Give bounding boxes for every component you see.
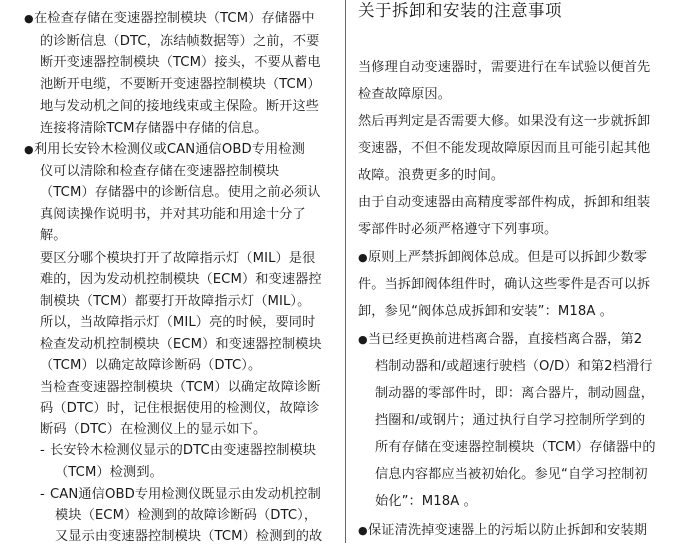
text-line: 解。 (40, 228, 67, 243)
bullet-icon: ● (358, 333, 368, 346)
text-line: 信息内容都应当被初始化。参见“自学习控制初 (375, 467, 648, 482)
text-line: 连接将清除TCM存储器中存储的信息。 (40, 121, 268, 136)
text-line: 池断开电缆，不要断开变速器控制模块（TCM） (40, 77, 321, 92)
text-line: （TCM）存储器中的诊断信息。使用之前必须认 (40, 185, 321, 200)
bullet-icon: ● (24, 12, 34, 25)
dash-marker: - (40, 443, 45, 458)
bullet-icon: ● (24, 143, 34, 156)
text-line: CAN通信OBD专用检测仪既显示由发动机控制 (50, 487, 321, 502)
text-line: 故障。浪费更多的时间。 (358, 168, 505, 183)
text-line: 长安铃木检测仪显示的DTC由变速器控制模块 (50, 443, 317, 458)
text-line: 断码（DTC）在检测仪上的显示如下。 (40, 422, 267, 437)
text-line: 档制动器和/或超速行驶档（O/D）和第2档滑行 (375, 359, 653, 374)
text-line: （TCM）检测到。 (55, 465, 163, 480)
text-line: 断开变速器控制模块（TCM）接头，不要从蓄电 (40, 55, 321, 70)
text-line: 当检查变速器控制模块（TCM）以确定故障诊断 (40, 380, 321, 395)
text-line: 卸，参见“阀体总成拆卸和安装”：M18A 。 (358, 304, 614, 319)
text-line: 挡圈和/或钢片；通过执行自学习控制所学到的 (375, 413, 646, 428)
text-line: 的诊断信息（DTC，冻结帧数据等）之前，不要 (40, 34, 320, 49)
bullet-icon: ● (358, 251, 368, 264)
text-line: 制模块（TCM）都要打开故障指示灯（MIL）。 (40, 294, 311, 309)
text-line: 真阅读操作说明书，并对其功能和用途十分了 (40, 207, 306, 222)
section-title: 关于拆卸和安装的注意事项 (358, 1, 562, 20)
text-line: 又显示由变速器控制模块（TCM）检测到的故 (55, 529, 323, 544)
text-line: 零部件时必须严格遵守下列事项。 (358, 222, 558, 237)
text-line: 保证清洗掉变速器上的污垢以防止拆卸和安装期 (368, 523, 648, 538)
text-line: 在检查存储在变速器控制模块（TCM）存储器中 (34, 11, 315, 26)
text-line: 原则上严禁拆卸阀体总成。但是可以拆卸少数零 (368, 250, 648, 265)
text-line: 变速器，不但不能发现故障原因而且可能引起其他 (358, 141, 651, 156)
text-line: 当已经更换前进档离合器，直接档离合器，第2 (368, 332, 643, 347)
text-line: 检查故障原因。 (358, 87, 452, 102)
text-line: 由于自动变速器由高精度零部件构成，拆卸和组装 (358, 195, 651, 210)
text-line: 地与发动机之间的接地线束或主保险。断开这些 (40, 99, 320, 114)
column-divider (345, 0, 346, 543)
text-line: 检查发动机控制模块（ECM）和变速器控制模块 (40, 337, 322, 352)
text-line: 然后再判定是否需要大修。如果没有这一步就拆卸 (358, 114, 651, 129)
text-line: 码（DTC）时，记住根据使用的检测仪，故障诊 (40, 401, 320, 416)
text-line: 难的，因为发动机控制模块（ECM）和变速器控 (40, 272, 322, 287)
text-line: 制动器的零部件时，即：离合器片，制动圆盘， (375, 386, 655, 401)
text-line: 所有存储在变速器控制模块（TCM）存储器中的 (375, 440, 656, 455)
bullet-icon: ● (358, 524, 368, 537)
dash-marker: - (40, 487, 45, 502)
text-line: 当修理自动变速器时，需要进行在车试验以便首先 (358, 60, 651, 75)
text-line: 件。当拆卸阀体组件时，确认这些零件是否可以拆 (358, 277, 651, 292)
text-line: 仪可以清除和检查存储在变速器控制模块 (40, 164, 280, 179)
text-line: 要区分哪个模块打开了故障指示灯（MIL）是很 (40, 251, 316, 266)
text-line: 始化”：M18A 。 (375, 494, 477, 509)
text-line: （TCM）以确定故障诊断码（DTC）。 (40, 358, 262, 373)
text-line: 所以，当故障指示灯（MIL）亮的时候，要同时 (40, 315, 316, 330)
text-line: 模块（ECM）检测到的故障诊断码（DTC）， (55, 508, 318, 523)
text-line: 利用长安铃木检测仪或CAN通信OBD专用检测 (34, 142, 305, 157)
